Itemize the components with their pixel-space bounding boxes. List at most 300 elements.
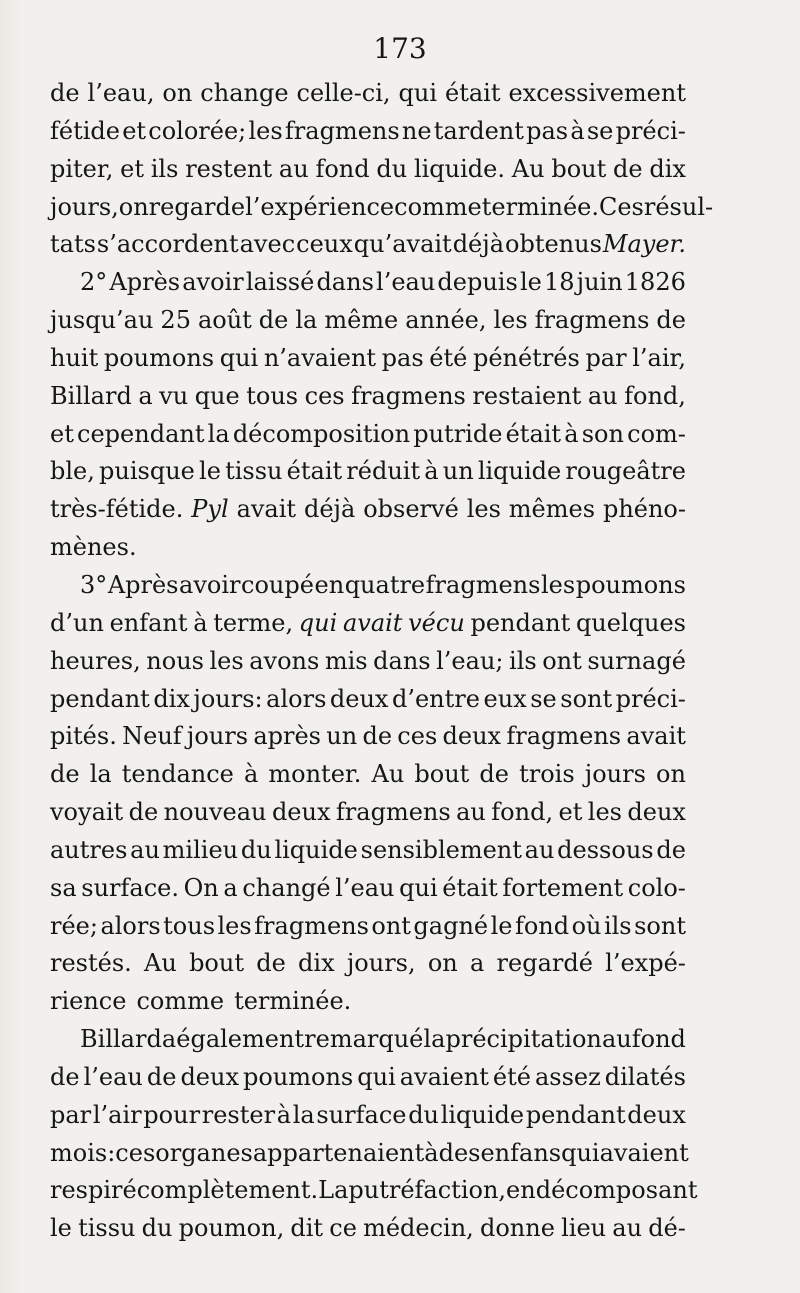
- word: trois: [519, 760, 575, 789]
- word: de: [258, 306, 289, 335]
- word: comme: [394, 192, 482, 221]
- text-line: [50, 340, 686, 378]
- word: année,: [405, 306, 487, 335]
- word: la: [207, 419, 230, 448]
- word: et: [120, 154, 144, 183]
- word: gagné: [413, 911, 489, 940]
- word: était: [505, 419, 562, 448]
- word: les: [587, 798, 622, 827]
- word: résul-: [643, 192, 714, 221]
- word: liquide: [440, 1100, 525, 1129]
- text-line: [50, 605, 686, 643]
- word: :: [107, 1138, 116, 1167]
- word: phéno-: [602, 495, 686, 524]
- word: d’un: [50, 608, 104, 637]
- word: tendance: [121, 760, 234, 789]
- word: dit: [290, 1214, 324, 1243]
- word: le: [490, 911, 513, 940]
- word: qui: [357, 1062, 396, 1091]
- word: qu’avait: [353, 230, 452, 259]
- word: même: [324, 306, 399, 335]
- word: avec: [239, 230, 296, 259]
- word: l’eau,: [87, 79, 155, 107]
- word: au: [587, 381, 618, 410]
- word: pas: [526, 116, 569, 145]
- word: dans: [373, 646, 431, 675]
- word: lieu: [561, 1214, 607, 1243]
- word: fragmens: [534, 306, 650, 335]
- word: on: [656, 760, 686, 789]
- text-line: [50, 794, 686, 832]
- word: de: [146, 1062, 177, 1091]
- word: jours: [584, 760, 646, 789]
- word: pas: [381, 343, 424, 372]
- word: dilatés: [604, 1062, 686, 1091]
- word: déjà: [303, 495, 356, 524]
- word: tous: [163, 911, 216, 940]
- word: le: [519, 268, 542, 297]
- word: un: [326, 722, 358, 751]
- text-line: [50, 718, 686, 756]
- word: la: [89, 760, 112, 789]
- word: alors: [266, 684, 327, 713]
- word: Neuf: [122, 722, 182, 751]
- text-line: [50, 491, 686, 529]
- word: de: [128, 798, 159, 827]
- word: la: [295, 306, 318, 335]
- word: était: [442, 873, 498, 902]
- text-line: [50, 756, 686, 794]
- text-line: [50, 1059, 686, 1097]
- text-line: [50, 908, 686, 946]
- word: poumons: [103, 343, 215, 372]
- word: bout: [551, 154, 607, 183]
- word: à: [564, 419, 579, 448]
- word: Mayer.: [602, 230, 686, 259]
- word: pendant: [525, 1100, 626, 1129]
- word: été: [492, 1062, 531, 1091]
- word: liquide: [477, 457, 562, 486]
- page-number: 173: [373, 32, 427, 65]
- word: poumons: [575, 570, 686, 599]
- word: son: [581, 419, 624, 448]
- word: les: [466, 495, 501, 524]
- word: pendant: [50, 684, 150, 713]
- word: ceux: [296, 230, 353, 259]
- word: poumon,: [178, 1214, 285, 1243]
- word: tous: [246, 381, 299, 410]
- word: par: [585, 343, 627, 372]
- word: deux: [442, 722, 502, 751]
- word: avoir: [179, 570, 241, 599]
- word: sont: [634, 911, 686, 940]
- word: l’eau: [83, 1062, 143, 1091]
- word: excessivement: [508, 79, 686, 107]
- word: putréfaction,: [348, 1176, 507, 1205]
- word: l’air,: [632, 343, 686, 372]
- word: ces: [397, 722, 438, 751]
- word: de: [256, 949, 286, 978]
- word: se: [586, 116, 614, 145]
- word: mêmes: [508, 495, 596, 524]
- word: surface: [316, 1100, 407, 1129]
- word: liquide.: [413, 154, 505, 183]
- word: Après: [109, 268, 181, 297]
- word: avait: [236, 495, 297, 524]
- text-line: [50, 1097, 686, 1135]
- text-line: [50, 643, 686, 681]
- word: de: [50, 760, 80, 789]
- word: ces: [115, 1138, 156, 1167]
- text-line: [50, 945, 686, 983]
- word: à: [424, 1138, 439, 1167]
- text-line: [50, 113, 686, 151]
- word: changé: [242, 873, 331, 902]
- word: jours:: [193, 684, 263, 713]
- word: tissu: [78, 1214, 136, 1243]
- word: pour: [143, 1100, 201, 1129]
- word: pendant: [470, 608, 571, 637]
- body-text: [50, 75, 714, 1248]
- word: fond,: [624, 381, 686, 410]
- word: puisque: [99, 457, 195, 486]
- word: déjà: [452, 230, 505, 259]
- word: dessous: [557, 835, 654, 864]
- word: La: [318, 1176, 349, 1205]
- word: les: [248, 116, 283, 145]
- word: au: [524, 835, 555, 864]
- word: Pyl: [191, 495, 229, 524]
- word: fragmens: [351, 381, 466, 410]
- word: au: [601, 1025, 632, 1054]
- word: décomposition: [232, 419, 411, 448]
- word: fragmens: [506, 722, 622, 751]
- word: été: [429, 343, 468, 372]
- word: les: [209, 646, 244, 675]
- word: enfans: [480, 1138, 562, 1167]
- word: ce: [329, 1214, 357, 1243]
- word: ils: [150, 154, 179, 183]
- text-line: [50, 832, 686, 870]
- word: change: [200, 79, 289, 107]
- word: l’eau;: [436, 646, 504, 675]
- text-line: [50, 226, 686, 264]
- word: en: [506, 1176, 536, 1205]
- text-line: [50, 1210, 686, 1248]
- text-line: [50, 870, 686, 908]
- word: quelques: [575, 608, 686, 637]
- word: restés.: [50, 949, 132, 978]
- word: pités.: [50, 722, 117, 751]
- text-line: [50, 416, 686, 454]
- word: rester: [201, 1100, 276, 1129]
- word: laissé: [245, 268, 315, 297]
- word: qui: [298, 608, 338, 637]
- word: ont: [542, 646, 582, 675]
- word: de: [656, 835, 686, 864]
- word: liquide: [274, 835, 358, 864]
- word: a: [138, 381, 153, 410]
- word: obtenus: [505, 230, 602, 259]
- word: l’expé-: [605, 949, 686, 978]
- word: remarqué: [304, 1025, 424, 1054]
- word: bout: [414, 760, 470, 789]
- word: alors: [100, 911, 161, 940]
- word: deux: [627, 798, 686, 827]
- word: en: [314, 570, 345, 599]
- text-line: [50, 75, 686, 113]
- word: d’entre: [391, 684, 480, 713]
- word: l’expérience: [245, 192, 395, 221]
- word: du: [141, 1214, 173, 1243]
- word: la: [423, 1025, 446, 1054]
- word: Ces: [598, 192, 644, 221]
- word: et: [122, 116, 147, 145]
- word: Au: [144, 949, 177, 978]
- word: l’air: [92, 1100, 142, 1129]
- word: assez: [534, 1062, 601, 1091]
- word: du: [408, 1100, 440, 1129]
- word: le: [199, 457, 221, 486]
- word: on: [427, 949, 458, 978]
- word: de: [50, 1062, 80, 1091]
- word: regarde: [148, 192, 246, 221]
- word: du: [376, 154, 408, 183]
- word: ils: [603, 911, 632, 940]
- text-line: [50, 1021, 686, 1059]
- word: et: [50, 419, 74, 448]
- word: enfant: [109, 608, 188, 637]
- word: fragmens: [335, 798, 451, 827]
- word: autres: [50, 835, 128, 864]
- word: surface.: [81, 873, 179, 902]
- word: fortement: [502, 873, 624, 902]
- word: le: [50, 1214, 72, 1243]
- word: fragmens: [425, 570, 541, 599]
- word: nous: [146, 646, 204, 675]
- text-line: [50, 983, 686, 1021]
- word: 3°: [80, 570, 108, 599]
- word: organes: [155, 1138, 253, 1167]
- word: mois: [50, 1138, 108, 1167]
- word: avait: [626, 722, 686, 751]
- word: coupé: [241, 570, 314, 599]
- word: dé-: [648, 1214, 686, 1243]
- word: deux: [329, 684, 389, 713]
- word: voyait: [50, 798, 124, 827]
- word: dix: [298, 949, 335, 978]
- word: surnagé: [587, 646, 686, 675]
- word: tats: [50, 230, 96, 259]
- word: cependant: [77, 419, 205, 448]
- word: poumons: [243, 1062, 354, 1091]
- word: où: [571, 911, 602, 940]
- word: respiré: [50, 1176, 137, 1205]
- word: l’eau: [335, 873, 395, 902]
- word: mènes.: [50, 533, 137, 562]
- word: avaient: [399, 1062, 489, 1091]
- word: les: [540, 570, 576, 599]
- word: dans: [316, 268, 374, 297]
- word: août: [197, 306, 252, 335]
- text-line: [50, 453, 686, 491]
- word: les: [217, 911, 252, 940]
- word: eux: [483, 684, 527, 713]
- word: fond: [315, 154, 370, 183]
- word: ces: [304, 381, 345, 410]
- word: complètement.: [136, 1176, 319, 1205]
- word: 25: [160, 306, 191, 335]
- word: deux: [627, 1100, 686, 1129]
- word: dix: [153, 684, 190, 713]
- word: qui: [561, 1138, 600, 1167]
- word: à: [424, 457, 439, 486]
- word: monter.: [268, 760, 362, 789]
- word: terme,: [213, 608, 294, 637]
- word: fond: [514, 911, 570, 940]
- word: fond: [631, 1025, 686, 1054]
- text-line: [50, 189, 714, 227]
- word: heures,: [50, 646, 141, 675]
- word: avaient: [599, 1138, 689, 1167]
- word: au: [456, 798, 486, 827]
- word: n’avaient: [263, 343, 377, 372]
- word: et: [558, 798, 583, 827]
- word: sont: [560, 684, 613, 713]
- word: de: [50, 79, 80, 107]
- word: colo-: [627, 873, 686, 902]
- word: pénétrés: [472, 343, 580, 372]
- word: rougeâtre: [565, 457, 686, 486]
- word: sa: [50, 873, 77, 902]
- word: a: [223, 873, 238, 902]
- word: appartenaient: [252, 1138, 425, 1167]
- word: Billard: [80, 1025, 162, 1054]
- word: de: [613, 154, 643, 183]
- word: du: [240, 835, 272, 864]
- word: de: [479, 760, 509, 789]
- word: On: [183, 873, 219, 902]
- word: au: [130, 835, 160, 864]
- text-line: [50, 151, 686, 189]
- word: au: [278, 154, 309, 183]
- word: qui: [398, 79, 438, 107]
- word: s’accordent: [96, 230, 239, 259]
- word: à: [243, 760, 259, 789]
- word: Au: [371, 760, 405, 789]
- word: vécu: [408, 608, 465, 637]
- word: Après: [107, 570, 179, 599]
- word: terminée.: [234, 987, 352, 1016]
- word: restaient: [472, 381, 582, 410]
- word: colorée;: [148, 116, 247, 145]
- word: réduit: [346, 457, 421, 486]
- word: à: [570, 116, 585, 145]
- word: on: [118, 192, 149, 221]
- word: juin: [576, 268, 623, 297]
- word: ils: [509, 646, 537, 675]
- word: avoir: [182, 268, 244, 297]
- text-line: [50, 529, 686, 567]
- word: des: [438, 1138, 481, 1167]
- word: fragmens: [284, 116, 400, 145]
- word: vu: [159, 381, 189, 410]
- text-line: [50, 378, 686, 416]
- word: terminée.: [481, 192, 599, 221]
- text-line: [50, 302, 686, 340]
- word: restent: [185, 154, 273, 183]
- word: deux: [180, 1062, 239, 1091]
- word: comme: [136, 987, 225, 1016]
- word: l’eau: [376, 268, 436, 297]
- word: jours: [186, 722, 249, 751]
- word: jours,: [346, 949, 416, 978]
- page-gutter-shade: [0, 0, 22, 1293]
- word: un: [442, 457, 474, 486]
- word: deux: [271, 798, 331, 827]
- word: Au: [511, 154, 545, 183]
- word: huit: [50, 343, 99, 372]
- word: jours,: [50, 192, 119, 221]
- text-line: [50, 1172, 698, 1210]
- word: que: [194, 381, 240, 410]
- word: tissu: [225, 457, 283, 486]
- word: bout: [189, 949, 244, 978]
- word: fétide: [50, 116, 120, 145]
- word: les: [493, 306, 528, 335]
- word: était: [286, 457, 343, 486]
- word: 1826: [624, 268, 686, 297]
- word: regardé: [496, 949, 593, 978]
- word: précipitation: [445, 1025, 602, 1054]
- word: de: [656, 306, 686, 335]
- word: jusqu’au: [50, 306, 154, 335]
- word: tardent: [433, 116, 524, 145]
- text-line: [50, 264, 686, 302]
- word: qui: [219, 343, 259, 372]
- word: décomposant: [535, 1176, 698, 1205]
- word: par: [50, 1100, 92, 1129]
- word: avons: [249, 646, 320, 675]
- word: com-: [627, 419, 686, 448]
- word: nouveau: [163, 798, 267, 827]
- word: préci-: [615, 116, 686, 145]
- word: ont: [371, 911, 411, 940]
- word: Billard: [50, 381, 132, 410]
- word: était: [445, 79, 501, 107]
- text-line: [50, 1135, 689, 1173]
- word: se: [530, 684, 557, 713]
- word: qui: [399, 873, 438, 902]
- word: milieu: [162, 835, 239, 864]
- word: observé: [363, 495, 459, 524]
- word: quatre: [344, 570, 426, 599]
- word: mis: [324, 646, 368, 675]
- word: avait: [342, 608, 403, 637]
- word: donne: [479, 1214, 555, 1243]
- word: au: [612, 1214, 643, 1243]
- word: la: [292, 1100, 315, 1129]
- word: a: [161, 1025, 177, 1054]
- text-line: [50, 567, 686, 605]
- word: très-fétide.: [50, 495, 184, 524]
- word: 18: [543, 268, 575, 297]
- text-line: [50, 681, 686, 719]
- word: à: [193, 608, 208, 637]
- word: fragmens: [254, 911, 369, 940]
- word: rée;: [50, 911, 98, 940]
- word: après: [253, 722, 321, 751]
